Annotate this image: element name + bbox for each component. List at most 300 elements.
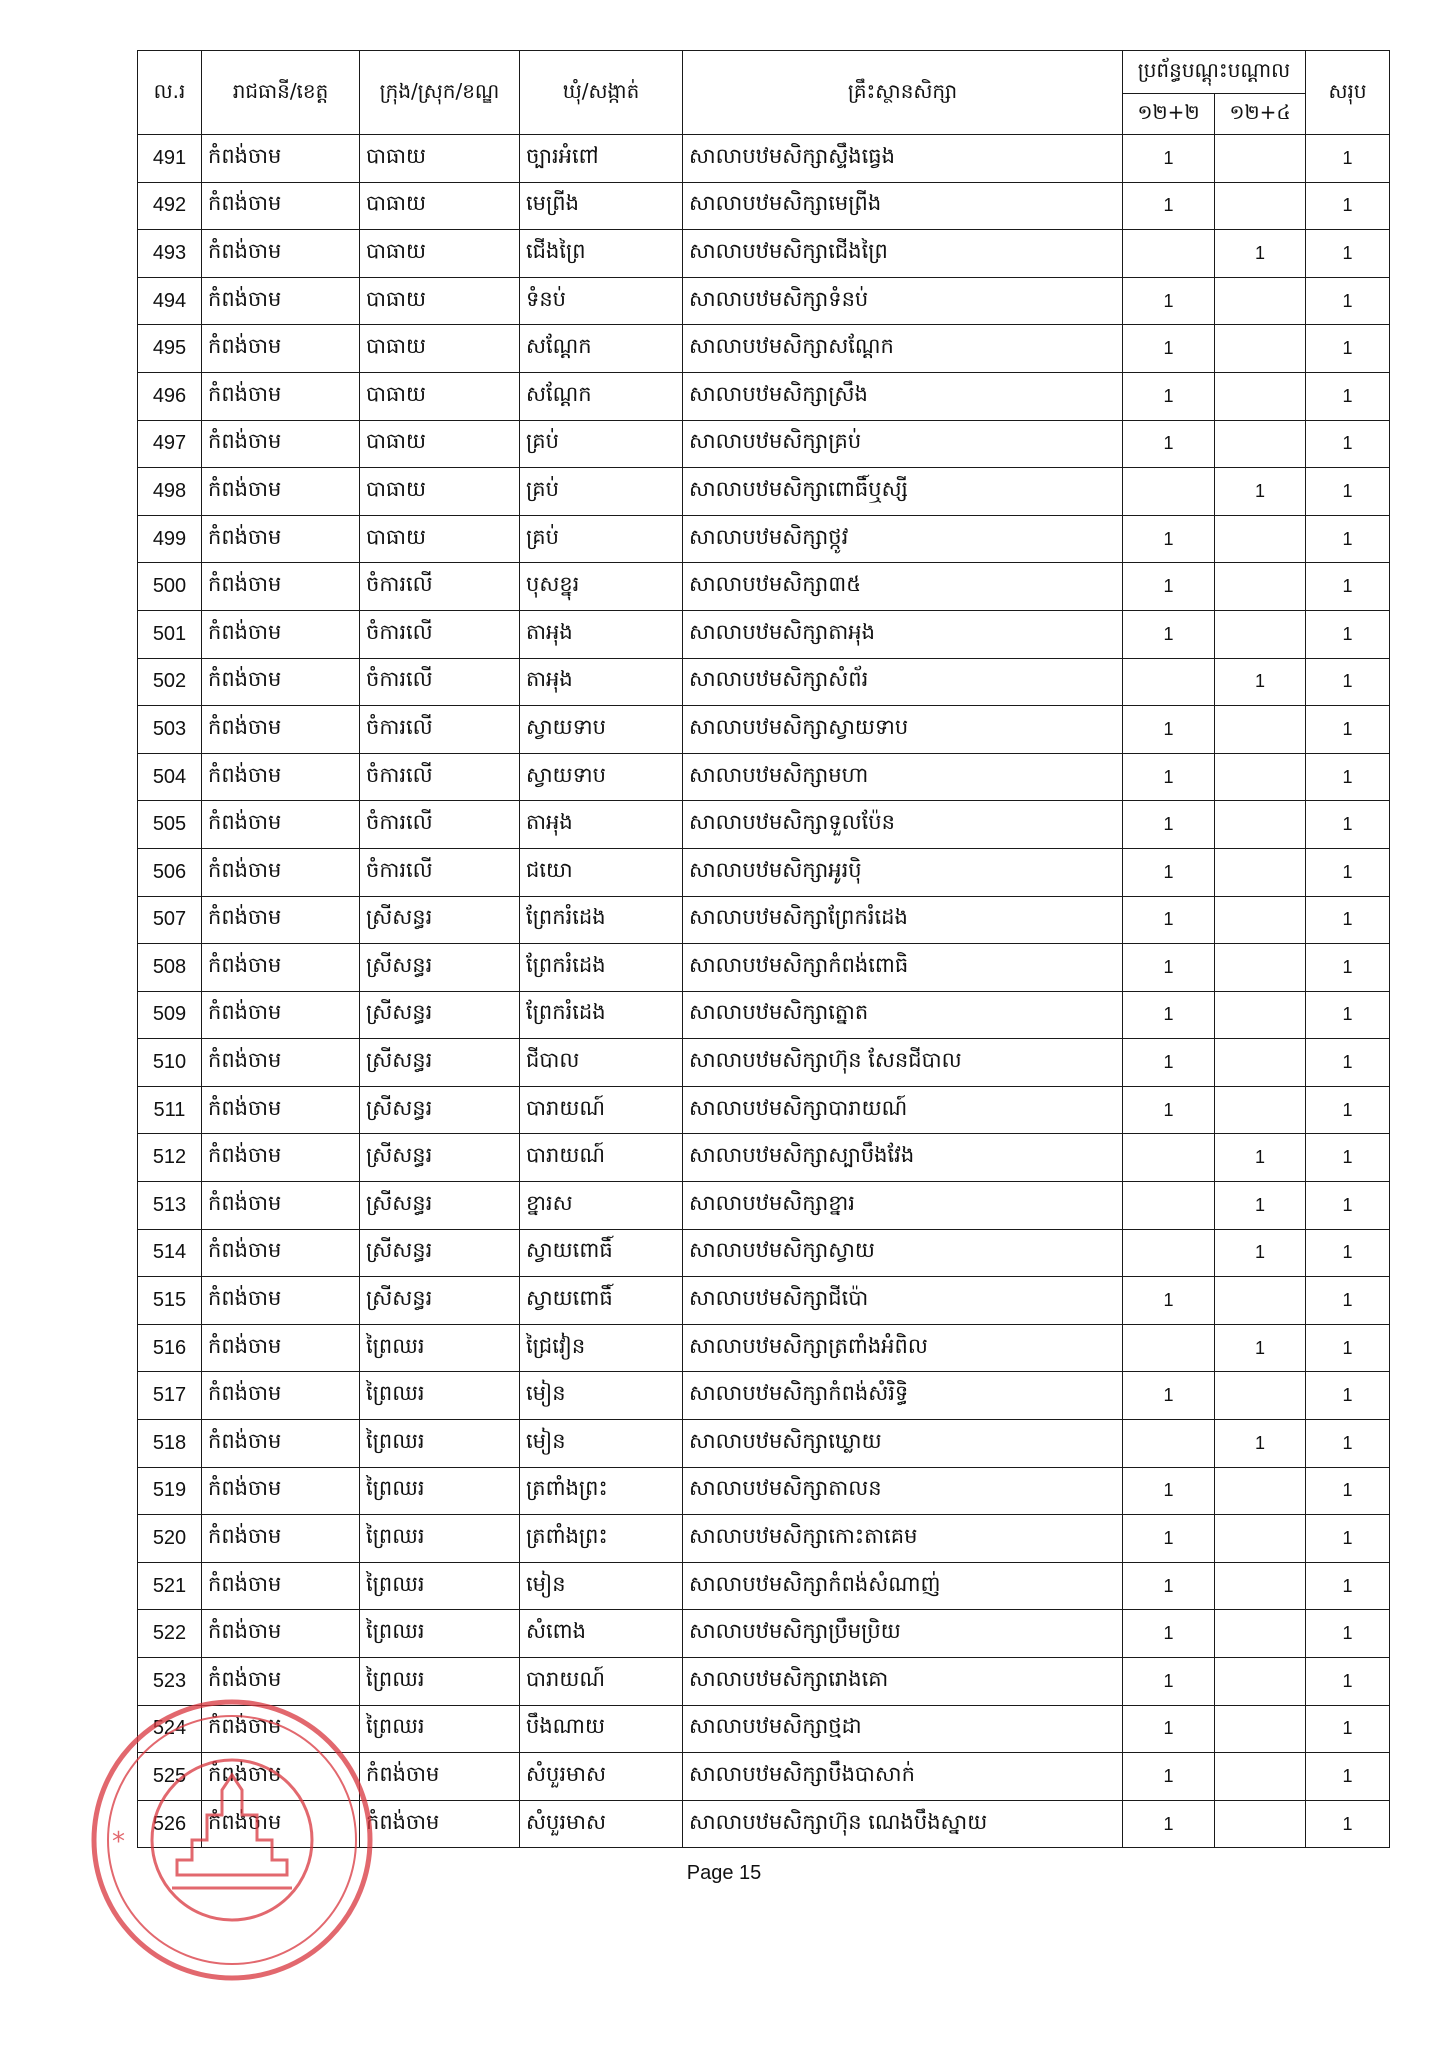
program-12-4-cell: 1 — [1215, 1229, 1306, 1277]
program-12-4-cell — [1215, 896, 1306, 944]
program-12-2-cell: 1 — [1123, 1086, 1215, 1134]
row-number: 493 — [138, 230, 202, 278]
program-12-4-cell — [1215, 944, 1306, 992]
district-cell: ចំការលើ — [360, 706, 520, 754]
total-cell: 1 — [1306, 944, 1390, 992]
district-cell: ចំការលើ — [360, 658, 520, 706]
program-12-4-cell — [1215, 1800, 1306, 1848]
program-12-4-cell: 1 — [1215, 230, 1306, 278]
program-12-2-cell — [1123, 230, 1215, 278]
school-cell: សាលាបឋមសិក្សាជីប៉ោ — [683, 1277, 1123, 1325]
commune-cell: ជយោ — [520, 848, 683, 896]
commune-cell: តាអុង — [520, 658, 683, 706]
commune-cell: ព្រែករំដេង — [520, 944, 683, 992]
program-12-4-cell — [1215, 1753, 1306, 1801]
program-12-2-cell: 1 — [1123, 1515, 1215, 1563]
table-row — [138, 325, 1390, 373]
commune-cell: គ្រប់ — [520, 515, 683, 563]
total-cell: 1 — [1306, 1039, 1390, 1087]
table-row — [138, 1467, 1390, 1515]
district-cell: ព្រៃឈរ — [360, 1372, 520, 1420]
program-12-2-cell — [1123, 658, 1215, 706]
province-cell: កំពង់ចាម — [202, 896, 360, 944]
total-cell: 1 — [1306, 658, 1390, 706]
district-cell: បាធាយ — [360, 372, 520, 420]
header-commune: ឃុំ/សង្កាត់ — [520, 51, 683, 135]
district-cell: ព្រៃឈរ — [360, 1467, 520, 1515]
district-cell: ស្រីសន្ធរ — [360, 1182, 520, 1230]
table-row — [138, 372, 1390, 420]
commune-cell: ខ្នារស — [520, 1182, 683, 1230]
province-cell: កំពង់ចាម — [202, 991, 360, 1039]
province-cell: កំពង់ចាម — [202, 1372, 360, 1420]
program-12-4-cell — [1215, 753, 1306, 801]
table-row — [138, 1562, 1390, 1610]
school-cell: សាលាបឋមសិក្សាស្រឹង — [683, 372, 1123, 420]
total-cell: 1 — [1306, 1420, 1390, 1468]
school-cell: សាលាបឋមសិក្សាស្បាបឹងវែង — [683, 1134, 1123, 1182]
commune-cell: បារាយណ៍ — [520, 1658, 683, 1706]
program-12-4-cell — [1215, 372, 1306, 420]
total-cell: 1 — [1306, 1134, 1390, 1182]
school-cell: សាលាបឋមសិក្សាកំពង់សំណាញ់ — [683, 1562, 1123, 1610]
program-12-2-cell: 1 — [1123, 420, 1215, 468]
district-cell: កំពង់ចាម — [360, 1800, 520, 1848]
row-number: 515 — [138, 1277, 202, 1325]
commune-cell: មៀន — [520, 1372, 683, 1420]
school-list-table — [137, 50, 1390, 1848]
row-number: 510 — [138, 1039, 202, 1087]
province-cell: កំពង់ចាម — [202, 658, 360, 706]
commune-cell: សណ្តែក — [520, 372, 683, 420]
province-cell: កំពង់ចាម — [202, 325, 360, 373]
district-cell: ព្រៃឈរ — [360, 1658, 520, 1706]
school-cell: សាលាបឋមសិក្សាត្រពាំងអំពិល — [683, 1324, 1123, 1372]
school-cell: សាលាបឋមសិក្សាអូរប៉ិ — [683, 848, 1123, 896]
program-12-4-cell — [1215, 1372, 1306, 1420]
program-12-2-cell: 1 — [1123, 563, 1215, 611]
district-cell: ចំការលើ — [360, 801, 520, 849]
province-cell: កំពង់ចាម — [202, 135, 360, 183]
commune-cell: សំពោង — [520, 1610, 683, 1658]
total-cell: 1 — [1306, 1324, 1390, 1372]
district-cell: ព្រៃឈរ — [360, 1420, 520, 1468]
school-cell: សាលាបឋមសិក្សារោងគោ — [683, 1658, 1123, 1706]
total-cell: 1 — [1306, 753, 1390, 801]
program-12-2-cell: 1 — [1123, 1610, 1215, 1658]
program-12-4-cell: 1 — [1215, 1420, 1306, 1468]
commune-cell: ស្វាយទាប — [520, 706, 683, 754]
program-12-2-cell: 1 — [1123, 182, 1215, 230]
table-row — [138, 1658, 1390, 1706]
total-cell: 1 — [1306, 1372, 1390, 1420]
table-row — [138, 848, 1390, 896]
row-number: 509 — [138, 991, 202, 1039]
total-cell: 1 — [1306, 610, 1390, 658]
row-number: 491 — [138, 135, 202, 183]
total-cell: 1 — [1306, 230, 1390, 278]
commune-cell: សំបួរមាស — [520, 1800, 683, 1848]
table-row — [138, 135, 1390, 183]
total-cell: 1 — [1306, 1705, 1390, 1753]
commune-cell: ជីបាល — [520, 1039, 683, 1087]
district-cell: បាធាយ — [360, 182, 520, 230]
total-cell: 1 — [1306, 325, 1390, 373]
district-cell: ព្រៃឈរ — [360, 1705, 520, 1753]
table-row — [138, 1182, 1390, 1230]
commune-cell: ស្វាយពោធិ៍ — [520, 1277, 683, 1325]
program-12-2-cell: 1 — [1123, 1467, 1215, 1515]
svg-text:*: * — [112, 1827, 125, 1857]
program-12-2-cell: 1 — [1123, 325, 1215, 373]
program-12-4-cell — [1215, 563, 1306, 611]
school-cell: សាលាបឋមសិក្សាកំពង់សំរិទ្ធិ — [683, 1372, 1123, 1420]
district-cell: ស្រីសន្ធរ — [360, 944, 520, 992]
program-12-2-cell: 1 — [1123, 801, 1215, 849]
row-number: 521 — [138, 1562, 202, 1610]
district-cell: ស្រីសន្ធរ — [360, 1086, 520, 1134]
table-row — [138, 1039, 1390, 1087]
commune-cell: ជើងព្រៃ — [520, 230, 683, 278]
table-row — [138, 1800, 1390, 1848]
table-row — [138, 182, 1390, 230]
table-row — [138, 1515, 1390, 1563]
commune-cell: ទំនប់ — [520, 277, 683, 325]
school-cell: សាលាបឋមសិក្សាតាលន — [683, 1467, 1123, 1515]
district-cell: ព្រៃឈរ — [360, 1610, 520, 1658]
table-row — [138, 896, 1390, 944]
row-number: 494 — [138, 277, 202, 325]
program-12-4-cell — [1215, 420, 1306, 468]
total-cell: 1 — [1306, 1800, 1390, 1848]
district-cell: ស្រីសន្ធរ — [360, 896, 520, 944]
school-cell: សាលាបឋមសិក្សាមេព្រីង — [683, 182, 1123, 230]
table-row — [138, 1372, 1390, 1420]
row-number: 506 — [138, 848, 202, 896]
table-row — [138, 1229, 1390, 1277]
total-cell: 1 — [1306, 896, 1390, 944]
province-cell: កំពង់ចាម — [202, 182, 360, 230]
district-cell: បាធាយ — [360, 135, 520, 183]
program-12-2-cell — [1123, 1324, 1215, 1372]
program-12-2-cell: 1 — [1123, 848, 1215, 896]
school-cell: សាលាបឋមសិក្សាស្វាយទាប — [683, 706, 1123, 754]
program-12-4-cell — [1215, 325, 1306, 373]
row-number: 507 — [138, 896, 202, 944]
province-cell: កំពង់ចាម — [202, 1705, 360, 1753]
commune-cell: គ្រប់ — [520, 468, 683, 516]
row-number: 511 — [138, 1086, 202, 1134]
school-cell: សាលាបឋមសិក្សាខ្នារ — [683, 1182, 1123, 1230]
program-12-4-cell — [1215, 706, 1306, 754]
commune-cell: ត្រពាំងព្រះ — [520, 1515, 683, 1563]
program-12-4-cell — [1215, 1658, 1306, 1706]
district-cell: ព្រៃឈរ — [360, 1562, 520, 1610]
province-cell: កំពង់ចាម — [202, 1467, 360, 1515]
total-cell: 1 — [1306, 991, 1390, 1039]
district-cell: បាធាយ — [360, 468, 520, 516]
commune-cell: មេព្រីង — [520, 182, 683, 230]
district-cell: ស្រីសន្ធរ — [360, 1039, 520, 1087]
program-12-2-cell: 1 — [1123, 1800, 1215, 1848]
row-number: 525 — [138, 1753, 202, 1801]
row-number: 518 — [138, 1420, 202, 1468]
province-cell: កំពង់ចាម — [202, 1753, 360, 1801]
commune-cell: ត្រពាំងព្រះ — [520, 1467, 683, 1515]
province-cell: កំពង់ចាម — [202, 1610, 360, 1658]
program-12-2-cell: 1 — [1123, 1658, 1215, 1706]
row-number: 508 — [138, 944, 202, 992]
province-cell: កំពង់ចាម — [202, 230, 360, 278]
school-cell: សាលាបឋមសិក្សាហ៊ុន ណេងបឹងស្នាយ — [683, 1800, 1123, 1848]
school-cell: សាលាបឋមសិក្សាមហា — [683, 753, 1123, 801]
total-cell: 1 — [1306, 1562, 1390, 1610]
program-12-4-cell — [1215, 135, 1306, 183]
program-12-4-cell: 1 — [1215, 468, 1306, 516]
province-cell: កំពង់ចាម — [202, 706, 360, 754]
program-12-2-cell — [1123, 1229, 1215, 1277]
total-cell: 1 — [1306, 1610, 1390, 1658]
commune-cell: បុសខ្នុរ — [520, 563, 683, 611]
page-number: Page 15 — [686, 1862, 762, 1884]
school-cell: សាលាបឋមសិក្សា៣៥ — [683, 563, 1123, 611]
row-number: 519 — [138, 1467, 202, 1515]
table-row — [138, 658, 1390, 706]
commune-cell: តាអុង — [520, 801, 683, 849]
province-cell: កំពង់ចាម — [202, 1039, 360, 1087]
district-cell: ចំការលើ — [360, 848, 520, 896]
program-12-2-cell — [1123, 1182, 1215, 1230]
commune-cell: បឹងណាយ — [520, 1705, 683, 1753]
school-cell: សាលាបឋមសិក្សាហ៊ុន សែនជីបាល — [683, 1039, 1123, 1087]
school-cell: សាលាបឋមសិក្សាកោះតាគេម — [683, 1515, 1123, 1563]
program-12-2-cell: 1 — [1123, 1372, 1215, 1420]
province-cell: កំពង់ចាម — [202, 1800, 360, 1848]
table-row — [138, 1753, 1390, 1801]
total-cell: 1 — [1306, 1467, 1390, 1515]
total-cell: 1 — [1306, 182, 1390, 230]
row-number: 503 — [138, 706, 202, 754]
total-cell: 1 — [1306, 1086, 1390, 1134]
province-cell: កំពង់ចាម — [202, 1277, 360, 1325]
commune-cell: ព្រែករំដេង — [520, 991, 683, 1039]
program-12-4-cell — [1215, 1515, 1306, 1563]
row-number: 517 — [138, 1372, 202, 1420]
program-12-2-cell: 1 — [1123, 135, 1215, 183]
commune-cell: មៀន — [520, 1420, 683, 1468]
school-cell: សាលាបឋមសិក្សាពោធិ៍ឬស្សី — [683, 468, 1123, 516]
row-number: 520 — [138, 1515, 202, 1563]
row-number: 522 — [138, 1610, 202, 1658]
program-12-2-cell: 1 — [1123, 1039, 1215, 1087]
commune-cell: បារាយណ៍ — [520, 1086, 683, 1134]
total-cell: 1 — [1306, 1658, 1390, 1706]
total-cell: 1 — [1306, 801, 1390, 849]
district-cell: បាធាយ — [360, 230, 520, 278]
table-row — [138, 991, 1390, 1039]
district-cell: ព្រៃឈរ — [360, 1515, 520, 1563]
province-cell: កំពង់ចាម — [202, 1229, 360, 1277]
total-cell: 1 — [1306, 1277, 1390, 1325]
row-number: 526 — [138, 1800, 202, 1848]
row-number: 501 — [138, 610, 202, 658]
row-number: 498 — [138, 468, 202, 516]
commune-cell: ព្រែករំដេង — [520, 896, 683, 944]
row-number: 497 — [138, 420, 202, 468]
total-cell: 1 — [1306, 848, 1390, 896]
school-cell: សាលាបឋមសិក្សាតាអុង — [683, 610, 1123, 658]
program-12-4-cell — [1215, 991, 1306, 1039]
commune-cell: ស្វាយពោធិ៍ — [520, 1229, 683, 1277]
total-cell: 1 — [1306, 1515, 1390, 1563]
program-12-4-cell — [1215, 1086, 1306, 1134]
table-row — [138, 1610, 1390, 1658]
table-row — [138, 563, 1390, 611]
table-body — [138, 135, 1390, 1848]
district-cell: បាធាយ — [360, 325, 520, 373]
header-school: គ្រឹះស្ថានសិក្សា — [683, 51, 1123, 135]
province-cell: កំពង់ចាម — [202, 277, 360, 325]
program-12-2-cell — [1123, 468, 1215, 516]
program-12-2-cell: 1 — [1123, 1277, 1215, 1325]
row-number: 492 — [138, 182, 202, 230]
province-cell: កំពង់ចាម — [202, 1182, 360, 1230]
program-12-2-cell: 1 — [1123, 753, 1215, 801]
school-cell: សាលាបឋមសិក្សាឃ្លោយ — [683, 1420, 1123, 1468]
school-cell: សាលាបឋមសិក្សាព្រែករំដេង — [683, 896, 1123, 944]
program-12-2-cell: 1 — [1123, 277, 1215, 325]
header-program-12-4: ១២+៤ — [1215, 94, 1306, 135]
header-program-12-2: ១២+២ — [1123, 94, 1215, 135]
row-number: 513 — [138, 1182, 202, 1230]
header-district: ក្រុង/ស្រុក/ខណ្ឌ — [360, 51, 520, 135]
row-number: 523 — [138, 1658, 202, 1706]
province-cell: កំពង់ចាម — [202, 610, 360, 658]
province-cell: កំពង់ចាម — [202, 848, 360, 896]
row-number: 514 — [138, 1229, 202, 1277]
table-row — [138, 515, 1390, 563]
province-cell: កំពង់ចាម — [202, 515, 360, 563]
total-cell: 1 — [1306, 372, 1390, 420]
school-cell: សាលាបឋមសិក្សាកំពង់ពោធិ — [683, 944, 1123, 992]
row-number: 496 — [138, 372, 202, 420]
program-12-2-cell: 1 — [1123, 706, 1215, 754]
program-12-4-cell — [1215, 277, 1306, 325]
header-total: សរុប — [1306, 51, 1390, 135]
program-12-2-cell: 1 — [1123, 1562, 1215, 1610]
row-number: 495 — [138, 325, 202, 373]
row-number: 502 — [138, 658, 202, 706]
row-number: 516 — [138, 1324, 202, 1372]
row-number: 499 — [138, 515, 202, 563]
commune-cell: ស្វាយទាប — [520, 753, 683, 801]
school-cell: សាលាបឋមសិក្សាស្ទឹងធ្វេង — [683, 135, 1123, 183]
school-cell: សាលាបឋមសិក្សាគ្រប់ — [683, 420, 1123, 468]
total-cell: 1 — [1306, 515, 1390, 563]
total-cell: 1 — [1306, 706, 1390, 754]
commune-cell: ជ្រៃវៀន — [520, 1324, 683, 1372]
program-12-2-cell: 1 — [1123, 1705, 1215, 1753]
province-cell: កំពង់ចាម — [202, 1515, 360, 1563]
commune-cell: គ្រប់ — [520, 420, 683, 468]
district-cell: បាធាយ — [360, 420, 520, 468]
table-row — [138, 1086, 1390, 1134]
province-cell: កំពង់ចាម — [202, 801, 360, 849]
district-cell: ព្រៃឈរ — [360, 1324, 520, 1372]
program-12-4-cell — [1215, 801, 1306, 849]
school-cell: សាលាបឋមសិក្សាស្វាយ — [683, 1229, 1123, 1277]
district-cell: ស្រីសន្ធរ — [360, 1277, 520, 1325]
school-cell: សាលាបឋមសិក្សាត្នោត — [683, 991, 1123, 1039]
program-12-4-cell — [1215, 610, 1306, 658]
row-number: 512 — [138, 1134, 202, 1182]
program-12-4-cell — [1215, 515, 1306, 563]
school-cell: សាលាបឋមសិក្សាទំនប់ — [683, 277, 1123, 325]
province-cell: កំពង់ចាម — [202, 563, 360, 611]
table-row — [138, 468, 1390, 516]
program-12-4-cell — [1215, 182, 1306, 230]
province-cell: កំពង់ចាម — [202, 372, 360, 420]
province-cell: កំពង់ចាម — [202, 1086, 360, 1134]
program-12-2-cell: 1 — [1123, 991, 1215, 1039]
program-12-2-cell: 1 — [1123, 372, 1215, 420]
province-cell: កំពង់ចាម — [202, 420, 360, 468]
program-12-4-cell — [1215, 1705, 1306, 1753]
table-row — [138, 1134, 1390, 1182]
district-cell: ស្រីសន្ធរ — [360, 1134, 520, 1182]
header-no: ល.រ — [138, 51, 202, 135]
row-number: 524 — [138, 1705, 202, 1753]
province-cell: កំពង់ចាម — [202, 1324, 360, 1372]
program-12-4-cell: 1 — [1215, 1134, 1306, 1182]
province-cell: កំពង់ចាម — [202, 468, 360, 516]
table-header — [138, 51, 1390, 135]
school-cell: សាលាបឋមសិក្សាសណ្តែក — [683, 325, 1123, 373]
program-12-4-cell — [1215, 1277, 1306, 1325]
district-cell: ចំការលើ — [360, 563, 520, 611]
program-12-2-cell: 1 — [1123, 1753, 1215, 1801]
table-row — [138, 420, 1390, 468]
program-12-4-cell — [1215, 1039, 1306, 1087]
table-row — [138, 1324, 1390, 1372]
table-row — [138, 944, 1390, 992]
commune-cell: សណ្តែក — [520, 325, 683, 373]
header-program: ប្រព័ន្ធបណ្តុះបណ្តាល — [1123, 51, 1306, 94]
total-cell: 1 — [1306, 1229, 1390, 1277]
program-12-4-cell — [1215, 1467, 1306, 1515]
province-cell: កំពង់ចាម — [202, 753, 360, 801]
commune-cell: ច្បារអំពៅ — [520, 135, 683, 183]
province-cell: កំពង់ចាម — [202, 1420, 360, 1468]
commune-cell: សំបួរមាស — [520, 1753, 683, 1801]
table-row — [138, 610, 1390, 658]
commune-cell: បារាយណ៍ — [520, 1134, 683, 1182]
province-cell: កំពង់ចាម — [202, 1134, 360, 1182]
total-cell: 1 — [1306, 468, 1390, 516]
program-12-4-cell: 1 — [1215, 658, 1306, 706]
district-cell: ចំការលើ — [360, 610, 520, 658]
school-cell: សាលាបឋមសិក្សាថ្មដា — [683, 1705, 1123, 1753]
province-cell: កំពង់ចាម — [202, 1562, 360, 1610]
program-12-4-cell — [1215, 848, 1306, 896]
school-cell: សាលាបឋមសិក្សាសំព័រ — [683, 658, 1123, 706]
table-row — [138, 1277, 1390, 1325]
program-12-2-cell — [1123, 1134, 1215, 1182]
program-12-2-cell — [1123, 1420, 1215, 1468]
school-cell: សាលាបឋមសិក្សាជើងព្រៃ — [683, 230, 1123, 278]
program-12-4-cell: 1 — [1215, 1182, 1306, 1230]
table-row — [138, 1420, 1390, 1468]
